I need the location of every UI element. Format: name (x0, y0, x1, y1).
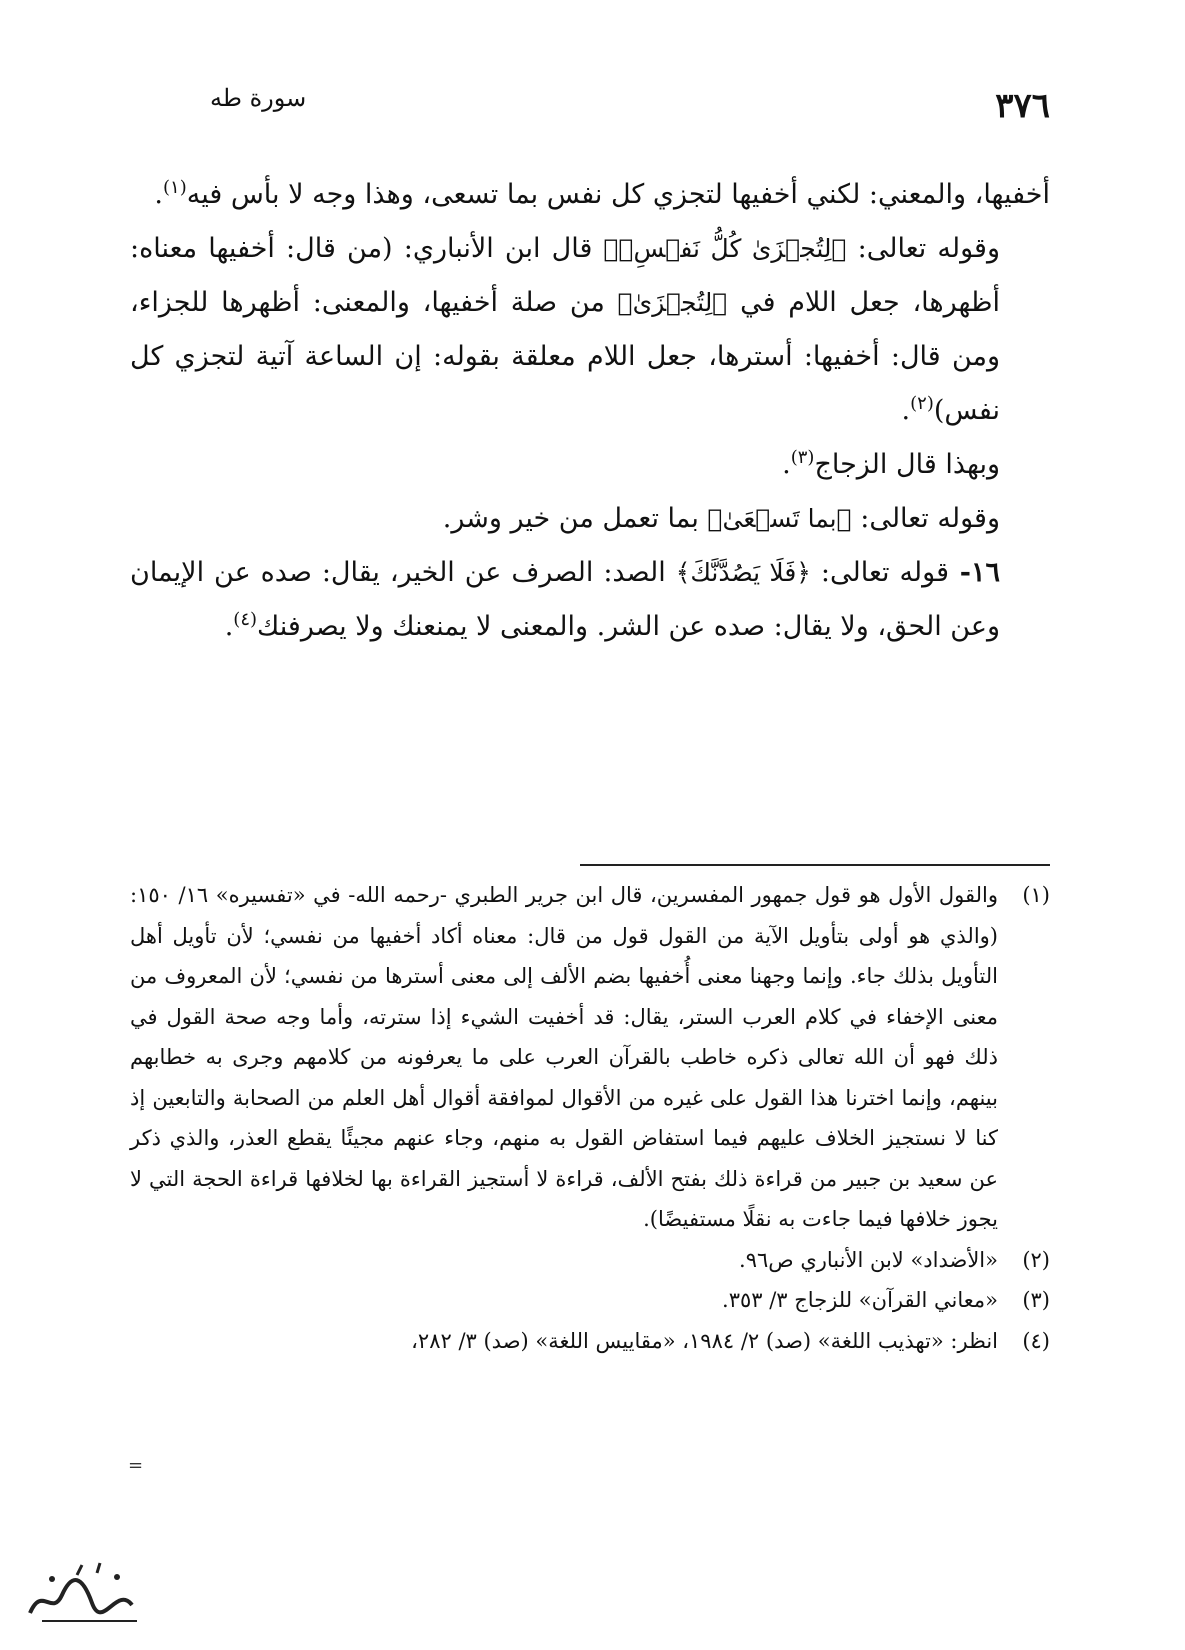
footnote-divider (580, 864, 1050, 866)
publisher-logo-icon (22, 1555, 152, 1635)
footnote-ref-1: (١) (162, 177, 187, 198)
quran-verse: ﴿فَلَا يَصُدَّنَّكَ﴾ (675, 558, 811, 587)
paragraph-1-text: أخفيها، والمعني: لكني أخفيها لتجزي كل نفس بما تسعى، وهذا وجه لا بأس فيه (186, 179, 1050, 210)
footnote-2 (130, 1240, 1050, 1281)
footnote-text: «الأضداد» لابن الأنباري ص٩٦. (739, 1247, 998, 1272)
paragraph-2: وقوله تعالى: ﴿لِتُجۡزَىٰ كُلُّ نَفۡسِۭ﴾ قال ابن الأنباري: (من قال: أخفيها معناه: أظهرها، جعل اللام في ﴿لِتُجۡزَىٰ﴾ من صلة أخفيها، والمعنى: أظهرها للجزاء، ومن قال: أخفيها: أسترها، جعل اللام معلقة بقوله: إن الساعة آتية لتجزي كل نفس)$^{(٢)}$. (130, 233, 1000, 426)
paragraph-5: ١٦- قوله تعالى: ﴿فَلَا يَصُدَّنَّكَ﴾ الصد: الصرف عن الخير، يقال: صده عن الإيمان وعن الحق، ولا يقال: صده عن الشر. والمعنى لا يمنعنك ولا يصرفنك$^{(٤)}$. (130, 557, 1000, 642)
paragraph-1: أخفيها، والمعني: لكني أخفيها لتجزي كل نفس بما تسعى، وهذا وجه لا بأس فيه$^{(١)}$. (154, 177, 1050, 210)
footnote-number: (٤) (1022, 1328, 1050, 1353)
paragraph-4-text-a: وقوله تعالى: (851, 503, 1000, 534)
footnote-number: (٢) (1022, 1247, 1050, 1272)
continuation-mark: = (128, 1455, 144, 1476)
paragraph-3: وبهذا قال الزجاج$^{(٣)}$. (782, 447, 1000, 480)
footnote-text: والقول الأول هو قول جمهور المفسرين، قال ابن جرير الطبري -رحمه الله- في «تفسيره» ١٦/ ١٥٠: (والذي هو أولى بتأويل الآية من القول قول من قال: معناه أكاد أخفيها من نفسي؛ لأن تأويل أهل التأويل بذلك جاء. وإنما وجهنا معنى أُخفيها بضم الألف إلى معنى أسترها من نفسي؛ لأن المعروف من معنى الإخفاء في كلام العرب الستر، يقال: قد أخفيت الشيء إذا سترته، وأما وجه صحة القول في ذلك فهو أن الله تعالى ذكره خاطب بالقرآن العرب على ما يعرفونه من كلامهم وجرى به خطابهم بينهم، وإنما اخترنا هذا القول على غيره من الأقوال لموافقة أقوال أهل العلم من الصحابة والتابعين إذ كنا لا نستجيز الخلاف عليهم فيما استفاض القول به منهم، وجاء عنهم مجيئًا يقطع العذر، والذي ذكر عن سعيد بن جبير من قراءة ذلك بفتح الألف، قراءة لا أستجيز القراءة بها لخلافها قراءة الحجة التي لا يجوز خلافها فيما جاءت به نقلًا مستفيضًا). (130, 883, 998, 1231)
footnote-text: انظر: «تهذيب اللغة» (صد) ٢/ ١٩٨٤، «مقاييس اللغة» (صد) ٣/ ٢٨٢، (411, 1328, 998, 1353)
paragraph-2-text-a: وقوله تعالى: (846, 233, 1000, 264)
footnote-ref-4: (٤) (233, 609, 258, 630)
paragraph-3-text: وبهذا قال الزجاج (814, 449, 1000, 480)
footnote-1 (130, 875, 1050, 1240)
footnote-text: «معاني القرآن» للزجاج ٣/ ٣٥٣. (722, 1288, 998, 1312)
main-text (130, 168, 1050, 654)
paragraph-2-text-b: قال ابن الأنباري: (من قال: أخفيها معناه: أظهرها، جعل اللام في (130, 233, 1000, 318)
quran-verse: ﴿بما تَسۡعَىٰ﴾ (707, 504, 852, 533)
paragraph-4 (130, 492, 1050, 546)
footnote-4 (130, 1321, 1050, 1362)
footnote-3 (130, 1280, 1050, 1321)
quran-verse: ﴿لِتُجۡزَىٰ﴾ (617, 288, 728, 317)
paragraph-2-text-c: من صلة أخفيها، والمعنى: أظهرها للجزاء، ومن قال: أخفيها: أسترها، جعل اللام معلقة بقوله: إن الساعة آتية لتجزي كل نفس) (130, 287, 1000, 426)
page-number: ٣٧٦ (995, 86, 1050, 126)
page-header (180, 80, 1050, 140)
running-title: سورة طه (210, 84, 307, 112)
paragraph-5-text-b: الصد: الصرف عن الخير، يقال: صده عن الإيمان وعن الحق، ولا يقال: صده عن الشر. والمعنى لا يمنعنك ولا يصرفنك (130, 557, 1000, 642)
quran-verse: ﴿لِتُجۡزَىٰ كُلُّ نَفۡسِۭ﴾ (603, 234, 847, 263)
footnote-ref-2: (٢) (910, 393, 934, 414)
verse-number: ١٦- (949, 557, 1000, 588)
footnote-number: (٣) (1022, 1288, 1050, 1312)
paragraph-5-text-a: قوله تعالى: (810, 557, 949, 588)
footnotes (130, 875, 1050, 1361)
paragraph-4-text-b: بما تعمل من خير وشر. (442, 503, 708, 534)
footnote-ref-3: (٣) (790, 447, 815, 468)
footnote-number: (١) (1022, 883, 1050, 907)
